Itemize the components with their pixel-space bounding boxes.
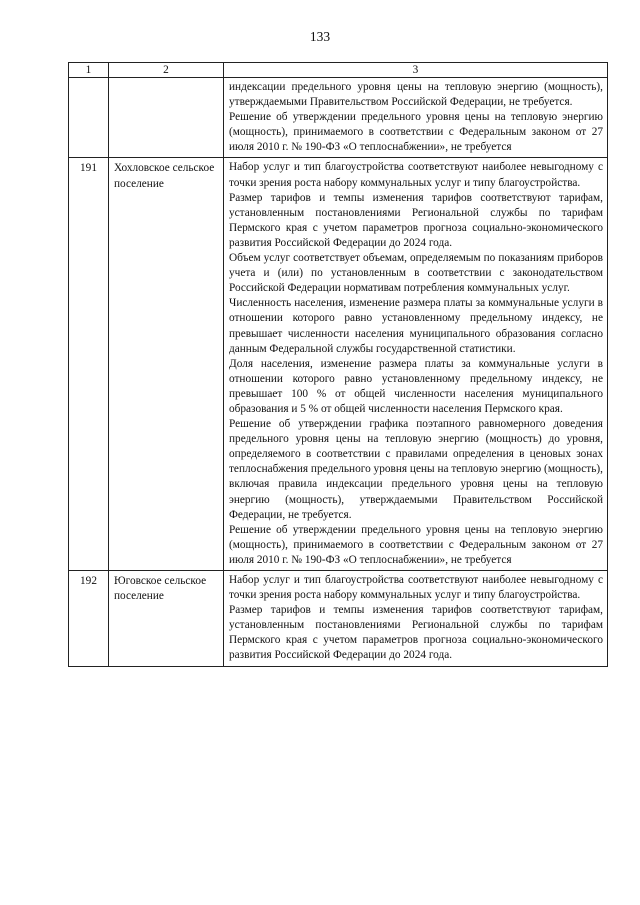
paragraph: Решение об утверждении предельного уровня цены на тепловую энергию (мощность), принимаемого в соответствии с Федеральным законом от 27 июля 2010 г. № 190-ФЗ «О теплоснабжении», не требуется [229, 111, 603, 154]
settlement-name: Хохловское сельское поселение [114, 162, 215, 190]
row-number: 191 [80, 162, 97, 175]
table-header-row [69, 63, 608, 78]
conditions-cell [224, 158, 608, 571]
document-table [68, 62, 608, 667]
settlement-name-cell [109, 158, 224, 571]
row-number-cell [69, 571, 109, 667]
paragraph: Решение об утверждении графика поэтапного равномерного доведения предельного уровня цены на тепловую энергию (мощность) до уровня, определяемого в соответствии с правилами определения в ценовых зонах теплоснабжения предельного уровня цены на тепловую энергию (мощность), включая правила индексации предельного уровня цены на тепловую энергию (мощность), утверждаемыми Правительством Российской Федерации, не требуется. [229, 418, 603, 521]
page-number: 133 [309, 29, 331, 44]
row-number: 192 [80, 575, 97, 587]
paragraph: Набор услуг и тип благоустройства соответствуют наиболее невыгодному с точки зрения роста набору коммунальных услуг и типу благоустройства. [229, 161, 603, 189]
column-header-1: 1 [69, 63, 109, 78]
paragraph: Размер тарифов и темпы изменения тарифов соответствуют тарифам, установленным постановлениями Региональной службы по тарифам Пермского края с учетом параметров прогноза социально-экономического развития Российской Федерации до 2024 года. [229, 191, 603, 249]
paragraph: Объем услуг соответствует объемам, определяемым по показаниям приборов учета и (или) по установленным в соответствии с законодательством Российской Федерации нормативам потребления коммунальных услуг. [229, 252, 603, 295]
table-row [69, 78, 608, 158]
paragraph: Доля населения, изменение размера платы за коммунальные услуги в отношении которого равно установленному предельному индексу, не превышает 100 % от общей численности населения муниципального образования и 5 % от общей численности населения Пермского края. [229, 357, 603, 415]
settlement-name: Юговское сельское поселение [114, 575, 207, 603]
paragraph: Набор услуг и тип благоустройства соответствуют наиболее невыгодному с точки зрения роста набору коммунальных услуг и типу благоустройства. [229, 574, 603, 602]
settlement-name-cell [109, 571, 224, 667]
table-row [69, 571, 608, 667]
conditions-cell [224, 78, 608, 158]
row-number-cell [69, 158, 109, 571]
conditions-cell [224, 571, 608, 667]
column-header-2: 2 [109, 63, 224, 78]
paragraph: Численность населения, изменение размера платы за коммунальные услуги в отношении которого равно установленному предельному индексу, не превышает численности населения муниципального образования согласно данным Федеральной службы государственной статистики. [229, 297, 603, 355]
paragraph: индексации предельного уровня цены на тепловую энергию (мощность), утверждаемыми Правительством Российской Федерации, не требуется. [229, 81, 603, 109]
settlement-name-cell [109, 78, 224, 158]
paragraph: Решение об утверждении предельного уровня цены на тепловую энергию (мощность), принимаемого в соответствии с Федеральным законом от 27 июля 2010 г. № 190-ФЗ «О теплоснабжении», не требуется [229, 523, 603, 566]
settlement-name [109, 78, 223, 81]
row-number-cell [69, 78, 109, 158]
row-number [69, 78, 108, 81]
paragraph: Размер тарифов и темпы изменения тарифов соответствуют тарифам, установленным постановлениями Региональной службы по тарифам Пермского края с учетом параметров прогноза социально-экономического развития Российской Федерации до 2024 года. [229, 604, 603, 662]
column-header-3: 3 [224, 63, 608, 78]
table-row [69, 158, 608, 571]
